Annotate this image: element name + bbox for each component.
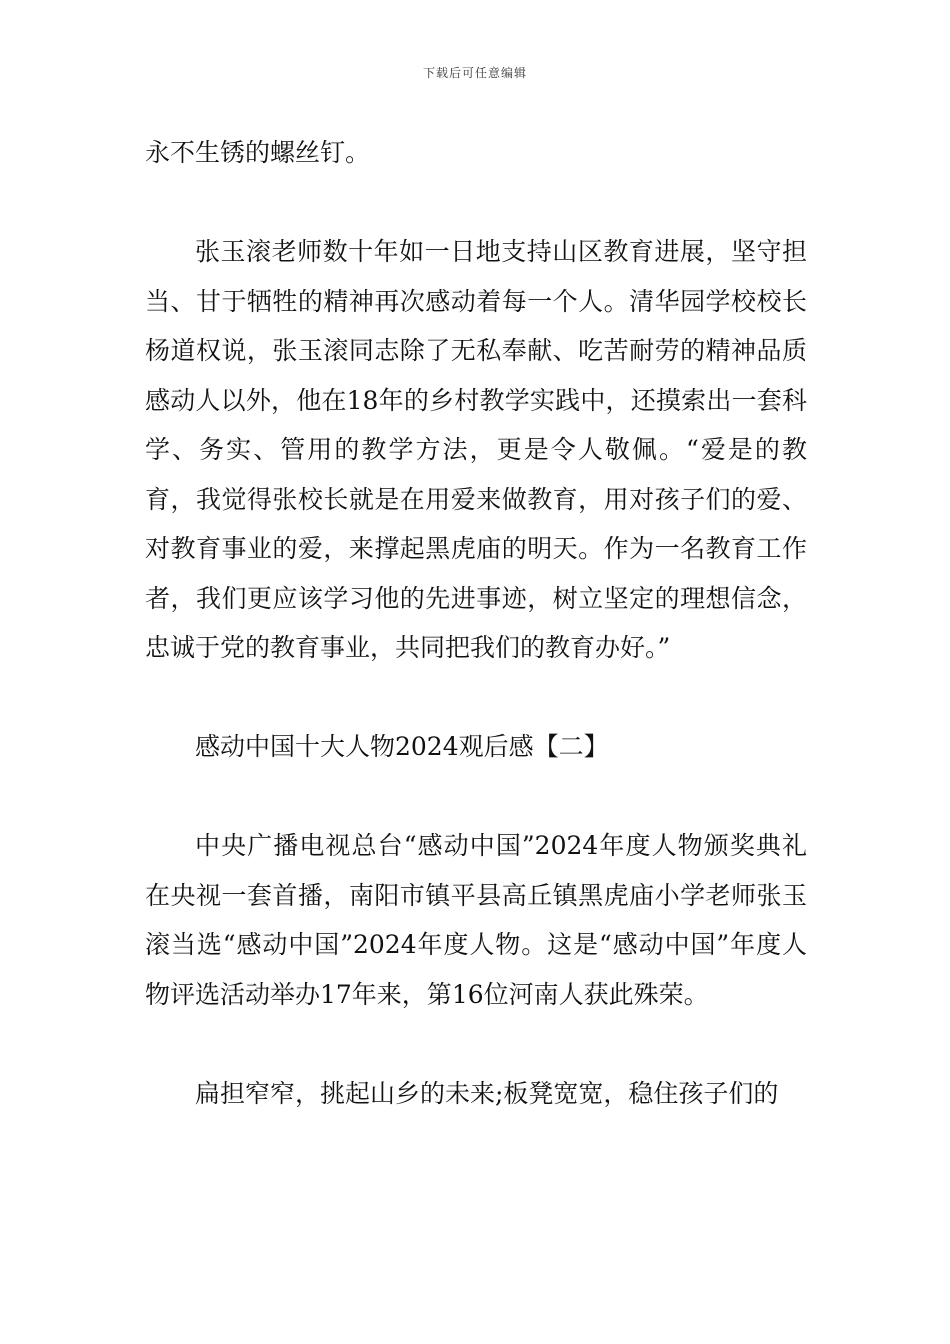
paragraph-award-ceremony: 中央广播电视总台“感动中国”2024年度人物颁奖典礼在央视一套首播，南阳市镇平县高丘镇黑虎庙小学老师张玉滚当选“感动中国”2024年度人物。这是“感动中国”年度人物评选活动举办17年来，第16位河南人获此殊荣。 [145,831,807,1009]
paragraph-shoulder-pole: 扁担窄窄，挑起山乡的未来;板凳宽宽，稳住孩子们的 [195,1078,779,1108]
paragraph-gap [145,1019,807,1069]
paragraph-zhang-yugun: 张玉滚老师数十年如一日地支持山区教育进展，坚守担当、甘于牺牲的精神再次感动着每一个人。清华园学校校长杨道权说，张玉滚同志除了无私奉献、吃苦耐劳的精神品质感动人以外，他在18年的乡村教学实践中，还摸索出一套科学、务实、管用的教学方法，更是令人敬佩。“爱是的教育，我觉得张校长就是在用爱来做教育，用对孩子们的爱、对教育事业的爱，来撑起黑虎庙的明天。作为一名教育工作者，我们更应该学习他的先进事迹，树立坚定的理想信念，忠诚于党的教育事业，共同把我们的教育办好。” [145,237,807,662]
paragraph-gap [145,673,807,723]
paragraph-gap [145,178,807,228]
paragraph-gap [145,772,807,822]
document-body [145,128,807,1118]
page-header-note: 下载后可任意编辑 [422,66,527,80]
section-heading: 感动中国十大人物2024观后感【二】 [195,732,609,761]
paragraph-continuation: 永不生锈的螺丝钉。 [145,138,371,167]
